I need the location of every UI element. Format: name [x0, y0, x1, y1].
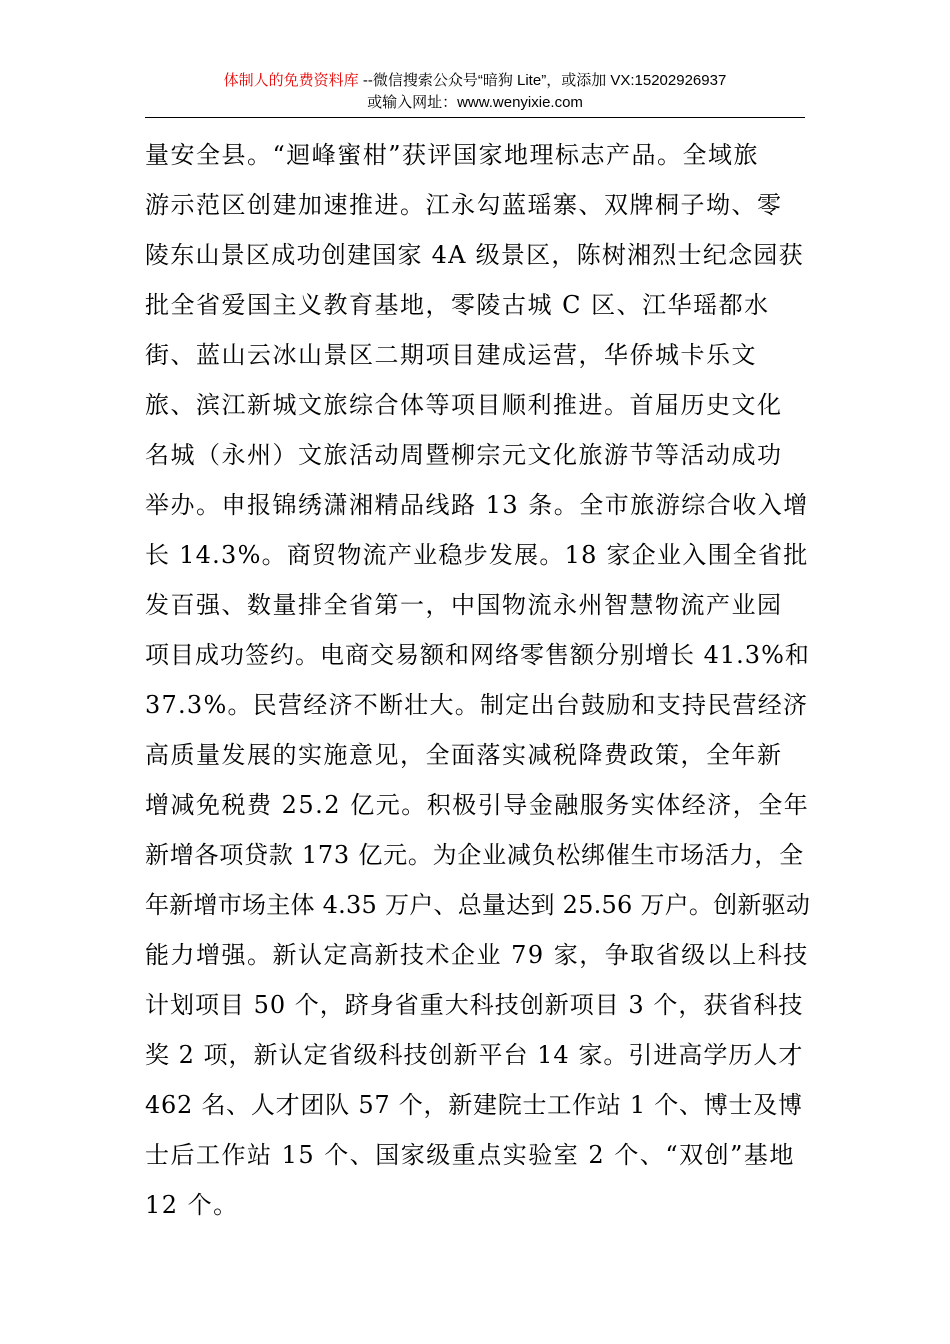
text-line: 项目成功签约。电商交易额和网络零售额分别增长 41.3%和 [145, 641, 810, 669]
text-line: 举办。申报锦绣潇湘精品线路 13 条。全市旅游综合收入增 [145, 491, 809, 519]
text-line: 计划项目 50 个，跻身省重大科技创新项目 3 个，获省科技 [145, 991, 804, 1019]
text-line: 旅、滨江新城文旅综合体等项目顺利推进。首届历史文化 [145, 391, 783, 419]
text-line: 37.3%。民营经济不断壮大。制定出台鼓励和支持民营经济 [145, 691, 809, 719]
header-website: 或输入网址：www.wenyixie.com [367, 94, 583, 111]
text-line: 年新增市场主体 4.35 万户、总量达到 25.56 万户。创新驱动 [145, 891, 811, 919]
text-line: 名城（永州）文旅活动周暨柳宗元文化旅游节等活动成功 [145, 441, 783, 469]
text-line: 发百强、数量排全省第一，中国物流永州智慧物流产业园 [145, 591, 783, 619]
text-line: 批全省爱国主义教育基地，零陵古城 C 区、江华瑶都水 [145, 291, 770, 319]
text-line: 士后工作站 15 个、国家级重点实验室 2 个、“双创”基地 [145, 1141, 795, 1169]
header-divider [145, 117, 805, 118]
text-line: 量安全县。“迴峰蜜柑”获评国家地理标志产品。全域旅 [145, 141, 760, 169]
text-line: 高质量发展的实施意见，全面落实减税降费政策，全年新 [145, 741, 783, 769]
header-contact-info: --微信搜索公众号“暗狗 Lite”，或添加 VX:15202926937 [358, 72, 727, 89]
text-line: 增减免税费 25.2 亿元。积极引导金融服务实体经济，全年 [145, 791, 810, 819]
page-header [145, 70, 805, 114]
text-line: 奖 2 项，新认定省级科技创新平台 14 家。引进高学历人才 [145, 1041, 804, 1069]
text-line: 街、蓝山云冰山景区二期项目建成运营，华侨城卡乐文 [145, 341, 757, 369]
text-line: 陵东山景区成功创建国家 4A 级景区，陈树湘烈士纪念园获 [145, 241, 804, 269]
text-line: 游示范区创建加速推进。江永勾蓝瑶寨、双牌桐子坳、零 [145, 191, 783, 219]
text-line: 新增各项贷款 173 亿元。为企业减负松绑催生市场活力，全 [145, 841, 804, 869]
header-line-1 [145, 70, 805, 92]
body-paragraph [145, 130, 810, 1230]
text-line: 462 名、人才团队 57 个，新建院士工作站 1 个、博士及博 [145, 1091, 803, 1119]
text-line: 能力增强。新认定高新技术企业 79 家，争取省级以上科技 [145, 941, 809, 969]
text-line: 长 14.3%。商贸物流产业稳步发展。18 家企业入围全省批 [145, 541, 809, 569]
header-site-name: 体制人的免费资料库 [223, 72, 359, 89]
text-line: 12 个。 [145, 1191, 239, 1219]
